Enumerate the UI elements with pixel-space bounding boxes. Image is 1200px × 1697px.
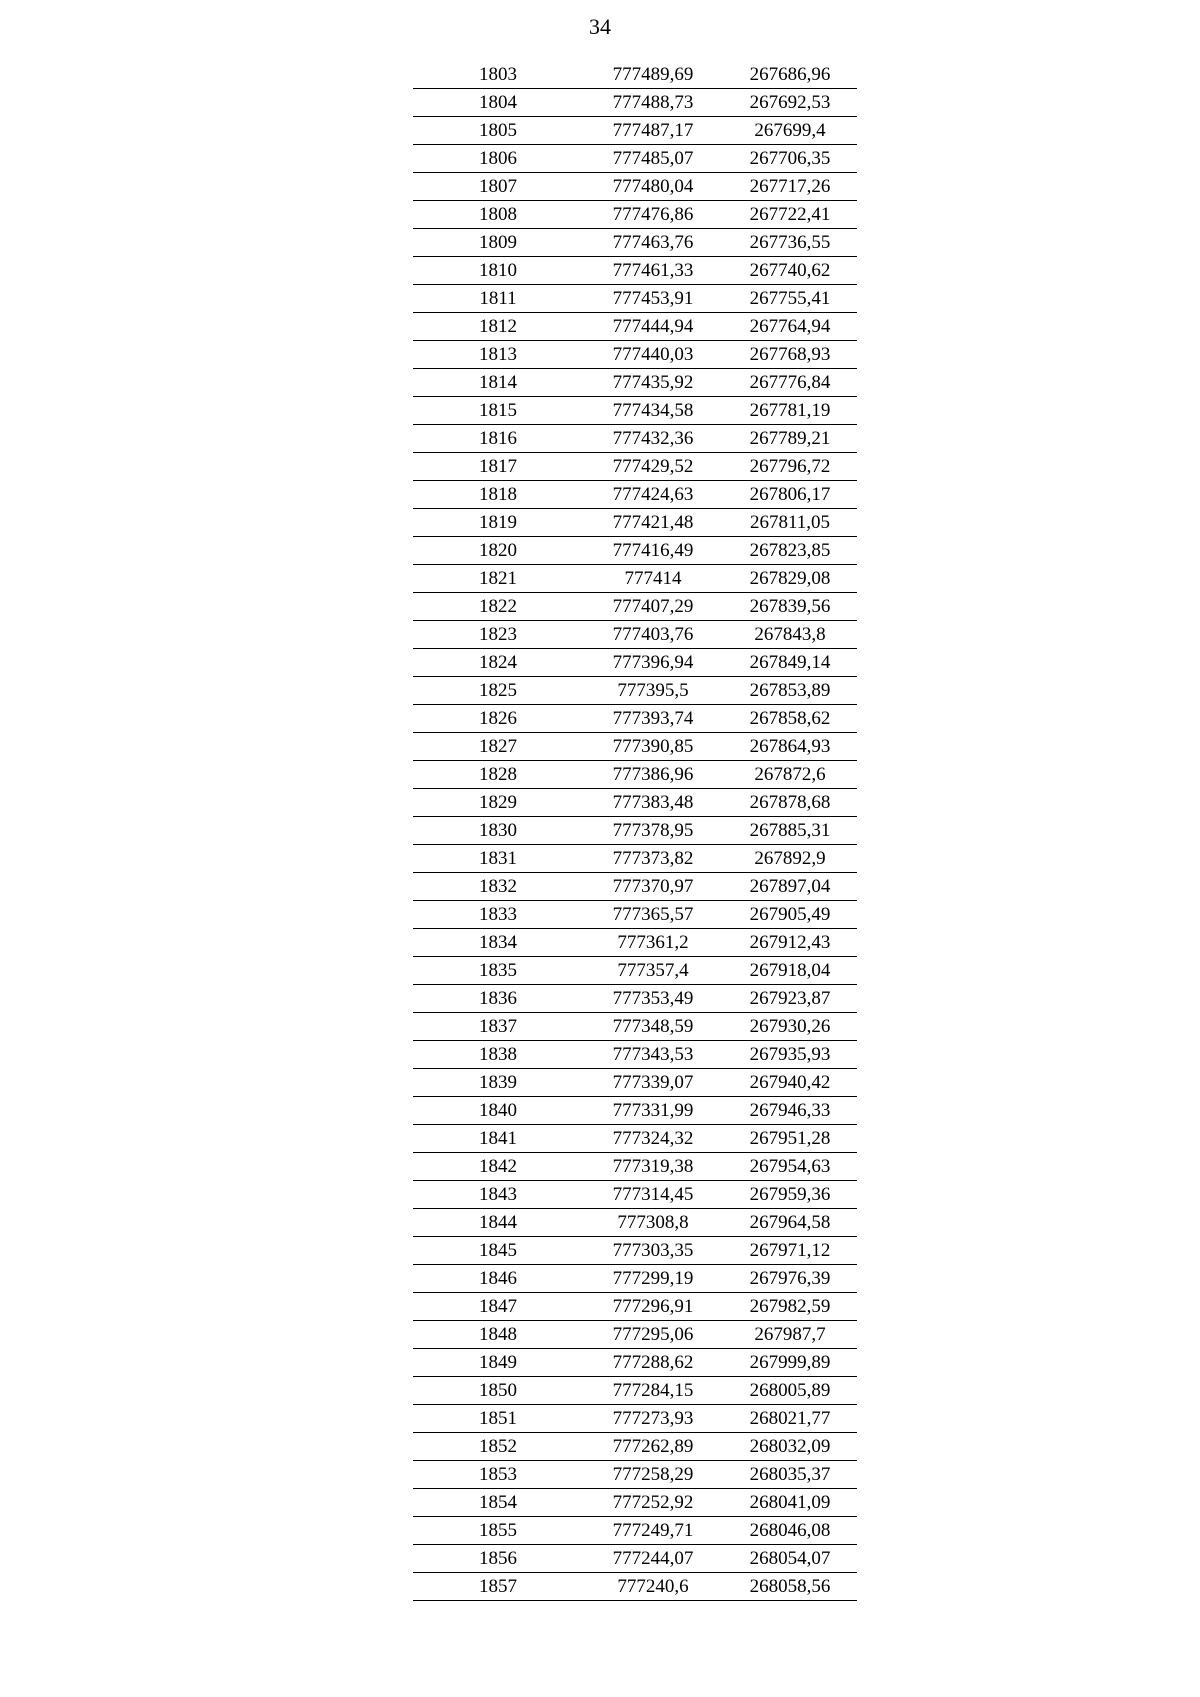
table-row (413, 1517, 857, 1545)
y-coordinate-cell: 267717,26 (723, 173, 857, 201)
x-coordinate-cell: 777476,86 (583, 201, 723, 229)
table-row (413, 677, 857, 705)
point-number-cell: 1813 (413, 341, 583, 369)
table-row (413, 1209, 857, 1237)
x-coordinate-cell: 777440,03 (583, 341, 723, 369)
y-coordinate-cell: 267976,39 (723, 1265, 857, 1293)
x-coordinate-cell: 777348,59 (583, 1013, 723, 1041)
x-coordinate-cell: 777240,6 (583, 1573, 723, 1601)
y-coordinate-cell: 267776,84 (723, 369, 857, 397)
table-row (413, 1349, 857, 1377)
table-row (413, 1321, 857, 1349)
table-row (413, 1153, 857, 1181)
y-coordinate-cell: 267897,04 (723, 873, 857, 901)
table-row (413, 845, 857, 873)
point-number-cell: 1833 (413, 901, 583, 929)
x-coordinate-cell: 777407,29 (583, 593, 723, 621)
table-row (413, 173, 857, 201)
table-row (413, 201, 857, 229)
point-number-cell: 1847 (413, 1293, 583, 1321)
y-coordinate-cell: 267959,36 (723, 1181, 857, 1209)
point-number-cell: 1836 (413, 985, 583, 1013)
point-number-cell: 1842 (413, 1153, 583, 1181)
table-row (413, 117, 857, 145)
table-row (413, 649, 857, 677)
point-number-cell: 1844 (413, 1209, 583, 1237)
table-row (413, 369, 857, 397)
point-number-cell: 1823 (413, 621, 583, 649)
x-coordinate-cell: 777424,63 (583, 481, 723, 509)
point-number-cell: 1854 (413, 1489, 583, 1517)
point-number-cell: 1827 (413, 733, 583, 761)
x-coordinate-cell: 777396,94 (583, 649, 723, 677)
point-number-cell: 1829 (413, 789, 583, 817)
y-coordinate-cell: 267722,41 (723, 201, 857, 229)
x-coordinate-cell: 777303,35 (583, 1237, 723, 1265)
x-coordinate-cell: 777319,38 (583, 1153, 723, 1181)
y-coordinate-cell: 267839,56 (723, 593, 857, 621)
table-row (413, 1545, 857, 1573)
table-row (413, 425, 857, 453)
y-coordinate-cell: 267740,62 (723, 257, 857, 285)
x-coordinate-cell: 777463,76 (583, 229, 723, 257)
y-coordinate-cell: 267755,41 (723, 285, 857, 313)
x-coordinate-cell: 777489,69 (583, 61, 723, 89)
point-number-cell: 1816 (413, 425, 583, 453)
y-coordinate-cell: 267930,26 (723, 1013, 857, 1041)
x-coordinate-cell: 777284,15 (583, 1377, 723, 1405)
y-coordinate-cell: 267858,62 (723, 705, 857, 733)
point-number-cell: 1830 (413, 817, 583, 845)
x-coordinate-cell: 777386,96 (583, 761, 723, 789)
table-row (413, 593, 857, 621)
y-coordinate-cell: 267971,12 (723, 1237, 857, 1265)
x-coordinate-cell: 777370,97 (583, 873, 723, 901)
table-row (413, 1377, 857, 1405)
y-coordinate-cell: 267918,04 (723, 957, 857, 985)
point-number-cell: 1818 (413, 481, 583, 509)
y-coordinate-cell: 267982,59 (723, 1293, 857, 1321)
y-coordinate-cell: 267912,43 (723, 929, 857, 957)
point-number-cell: 1824 (413, 649, 583, 677)
y-coordinate-cell: 267946,33 (723, 1097, 857, 1125)
y-coordinate-cell: 267806,17 (723, 481, 857, 509)
table-row (413, 565, 857, 593)
y-coordinate-cell: 267849,14 (723, 649, 857, 677)
point-number-cell: 1856 (413, 1545, 583, 1573)
y-coordinate-cell: 268035,37 (723, 1461, 857, 1489)
table-row (413, 1237, 857, 1265)
y-coordinate-cell: 267768,93 (723, 341, 857, 369)
x-coordinate-cell: 777421,48 (583, 509, 723, 537)
y-coordinate-cell: 267923,87 (723, 985, 857, 1013)
y-coordinate-cell: 267964,58 (723, 1209, 857, 1237)
point-number-cell: 1840 (413, 1097, 583, 1125)
point-number-cell: 1828 (413, 761, 583, 789)
x-coordinate-cell: 777393,74 (583, 705, 723, 733)
x-coordinate-cell: 777390,85 (583, 733, 723, 761)
table-row (413, 1461, 857, 1489)
x-coordinate-cell: 777295,06 (583, 1321, 723, 1349)
y-coordinate-cell: 267736,55 (723, 229, 857, 257)
table-row (413, 761, 857, 789)
x-coordinate-cell: 777244,07 (583, 1545, 723, 1573)
table-row (413, 901, 857, 929)
y-coordinate-cell: 267789,21 (723, 425, 857, 453)
table-row (413, 341, 857, 369)
y-coordinate-cell: 267823,85 (723, 537, 857, 565)
x-coordinate-cell: 777273,93 (583, 1405, 723, 1433)
point-number-cell: 1804 (413, 89, 583, 117)
table-row (413, 285, 857, 313)
table-row (413, 1573, 857, 1601)
x-coordinate-cell: 777485,07 (583, 145, 723, 173)
x-coordinate-cell: 777324,32 (583, 1125, 723, 1153)
table-row (413, 789, 857, 817)
point-number-cell: 1815 (413, 397, 583, 425)
y-coordinate-cell: 267764,94 (723, 313, 857, 341)
table-row (413, 1097, 857, 1125)
y-coordinate-cell: 267692,53 (723, 89, 857, 117)
point-number-cell: 1851 (413, 1405, 583, 1433)
point-number-cell: 1808 (413, 201, 583, 229)
x-coordinate-cell: 777461,33 (583, 257, 723, 285)
table-row (413, 1265, 857, 1293)
point-number-cell: 1838 (413, 1041, 583, 1069)
y-coordinate-cell: 267999,89 (723, 1349, 857, 1377)
y-coordinate-cell: 267892,9 (723, 845, 857, 873)
point-number-cell: 1807 (413, 173, 583, 201)
x-coordinate-cell: 777453,91 (583, 285, 723, 313)
x-coordinate-cell: 777361,2 (583, 929, 723, 957)
x-coordinate-cell: 777383,48 (583, 789, 723, 817)
x-coordinate-cell: 777434,58 (583, 397, 723, 425)
y-coordinate-cell: 268032,09 (723, 1433, 857, 1461)
point-number-cell: 1820 (413, 537, 583, 565)
x-coordinate-cell: 777296,91 (583, 1293, 723, 1321)
x-coordinate-cell: 777395,5 (583, 677, 723, 705)
y-coordinate-cell: 267706,35 (723, 145, 857, 173)
y-coordinate-cell: 267811,05 (723, 509, 857, 537)
point-number-cell: 1843 (413, 1181, 583, 1209)
point-number-cell: 1822 (413, 593, 583, 621)
y-coordinate-cell: 268046,08 (723, 1517, 857, 1545)
x-coordinate-cell: 777373,82 (583, 845, 723, 873)
y-coordinate-cell: 267878,68 (723, 789, 857, 817)
table-row (413, 61, 857, 89)
point-number-cell: 1841 (413, 1125, 583, 1153)
point-number-cell: 1852 (413, 1433, 583, 1461)
point-number-cell: 1850 (413, 1377, 583, 1405)
point-number-cell: 1809 (413, 229, 583, 257)
table-row (413, 509, 857, 537)
x-coordinate-cell: 777487,17 (583, 117, 723, 145)
point-number-cell: 1837 (413, 1013, 583, 1041)
point-number-cell: 1805 (413, 117, 583, 145)
y-coordinate-cell: 267954,63 (723, 1153, 857, 1181)
x-coordinate-cell: 777299,19 (583, 1265, 723, 1293)
x-coordinate-cell: 777444,94 (583, 313, 723, 341)
y-coordinate-cell: 267699,4 (723, 117, 857, 145)
point-number-cell: 1806 (413, 145, 583, 173)
point-number-cell: 1849 (413, 1349, 583, 1377)
coordinates-table-body (413, 61, 857, 1601)
point-number-cell: 1825 (413, 677, 583, 705)
table-row (413, 817, 857, 845)
x-coordinate-cell: 777365,57 (583, 901, 723, 929)
table-row (413, 1125, 857, 1153)
point-number-cell: 1848 (413, 1321, 583, 1349)
x-coordinate-cell: 777416,49 (583, 537, 723, 565)
point-number-cell: 1846 (413, 1265, 583, 1293)
x-coordinate-cell: 777357,4 (583, 957, 723, 985)
y-coordinate-cell: 267781,19 (723, 397, 857, 425)
table-row (413, 1293, 857, 1321)
table-row (413, 985, 857, 1013)
point-number-cell: 1819 (413, 509, 583, 537)
x-coordinate-cell: 777308,8 (583, 1209, 723, 1237)
y-coordinate-cell: 268005,89 (723, 1377, 857, 1405)
x-coordinate-cell: 777480,04 (583, 173, 723, 201)
point-number-cell: 1814 (413, 369, 583, 397)
point-number-cell: 1811 (413, 285, 583, 313)
y-coordinate-cell: 267885,31 (723, 817, 857, 845)
table-row (413, 537, 857, 565)
point-number-cell: 1855 (413, 1517, 583, 1545)
y-coordinate-cell: 267686,96 (723, 61, 857, 89)
table-row (413, 1405, 857, 1433)
y-coordinate-cell: 267796,72 (723, 453, 857, 481)
point-number-cell: 1831 (413, 845, 583, 873)
y-coordinate-cell: 268021,77 (723, 1405, 857, 1433)
point-number-cell: 1845 (413, 1237, 583, 1265)
x-coordinate-cell: 777331,99 (583, 1097, 723, 1125)
y-coordinate-cell: 267940,42 (723, 1069, 857, 1097)
y-coordinate-cell: 267905,49 (723, 901, 857, 929)
table-row (413, 1433, 857, 1461)
point-number-cell: 1857 (413, 1573, 583, 1601)
table-row (413, 1069, 857, 1097)
table-row (413, 873, 857, 901)
table-row (413, 313, 857, 341)
point-number-cell: 1826 (413, 705, 583, 733)
table-row (413, 1489, 857, 1517)
table-row (413, 929, 857, 957)
point-number-cell: 1834 (413, 929, 583, 957)
x-coordinate-cell: 777435,92 (583, 369, 723, 397)
point-number-cell: 1803 (413, 61, 583, 89)
x-coordinate-cell: 777288,62 (583, 1349, 723, 1377)
page-number: 34 (589, 14, 611, 39)
x-coordinate-cell: 777262,89 (583, 1433, 723, 1461)
point-number-cell: 1812 (413, 313, 583, 341)
point-number-cell: 1853 (413, 1461, 583, 1489)
x-coordinate-cell: 777378,95 (583, 817, 723, 845)
table-row (413, 1181, 857, 1209)
table-row (413, 229, 857, 257)
x-coordinate-cell: 777414 (583, 565, 723, 593)
x-coordinate-cell: 777429,52 (583, 453, 723, 481)
table-row (413, 1013, 857, 1041)
x-coordinate-cell: 777249,71 (583, 1517, 723, 1545)
y-coordinate-cell: 268054,07 (723, 1545, 857, 1573)
y-coordinate-cell: 268041,09 (723, 1489, 857, 1517)
y-coordinate-cell: 268058,56 (723, 1573, 857, 1601)
table-row (413, 397, 857, 425)
y-coordinate-cell: 267864,93 (723, 733, 857, 761)
table-row (413, 621, 857, 649)
y-coordinate-cell: 267853,89 (723, 677, 857, 705)
x-coordinate-cell: 777403,76 (583, 621, 723, 649)
point-number-cell: 1835 (413, 957, 583, 985)
table-row (413, 89, 857, 117)
table-row (413, 145, 857, 173)
coordinates-table (413, 61, 857, 1601)
y-coordinate-cell: 267951,28 (723, 1125, 857, 1153)
x-coordinate-cell: 777339,07 (583, 1069, 723, 1097)
x-coordinate-cell: 777314,45 (583, 1181, 723, 1209)
table-row (413, 733, 857, 761)
x-coordinate-cell: 777258,29 (583, 1461, 723, 1489)
point-number-cell: 1817 (413, 453, 583, 481)
x-coordinate-cell: 777252,92 (583, 1489, 723, 1517)
y-coordinate-cell: 267829,08 (723, 565, 857, 593)
table-row (413, 481, 857, 509)
table-row (413, 705, 857, 733)
x-coordinate-cell: 777432,36 (583, 425, 723, 453)
y-coordinate-cell: 267872,6 (723, 761, 857, 789)
point-number-cell: 1839 (413, 1069, 583, 1097)
y-coordinate-cell: 267843,8 (723, 621, 857, 649)
table-row (413, 957, 857, 985)
table-row (413, 257, 857, 285)
point-number-cell: 1810 (413, 257, 583, 285)
table-row (413, 1041, 857, 1069)
point-number-cell: 1832 (413, 873, 583, 901)
point-number-cell: 1821 (413, 565, 583, 593)
x-coordinate-cell: 777353,49 (583, 985, 723, 1013)
x-coordinate-cell: 777488,73 (583, 89, 723, 117)
table-row (413, 453, 857, 481)
y-coordinate-cell: 267935,93 (723, 1041, 857, 1069)
y-coordinate-cell: 267987,7 (723, 1321, 857, 1349)
x-coordinate-cell: 777343,53 (583, 1041, 723, 1069)
